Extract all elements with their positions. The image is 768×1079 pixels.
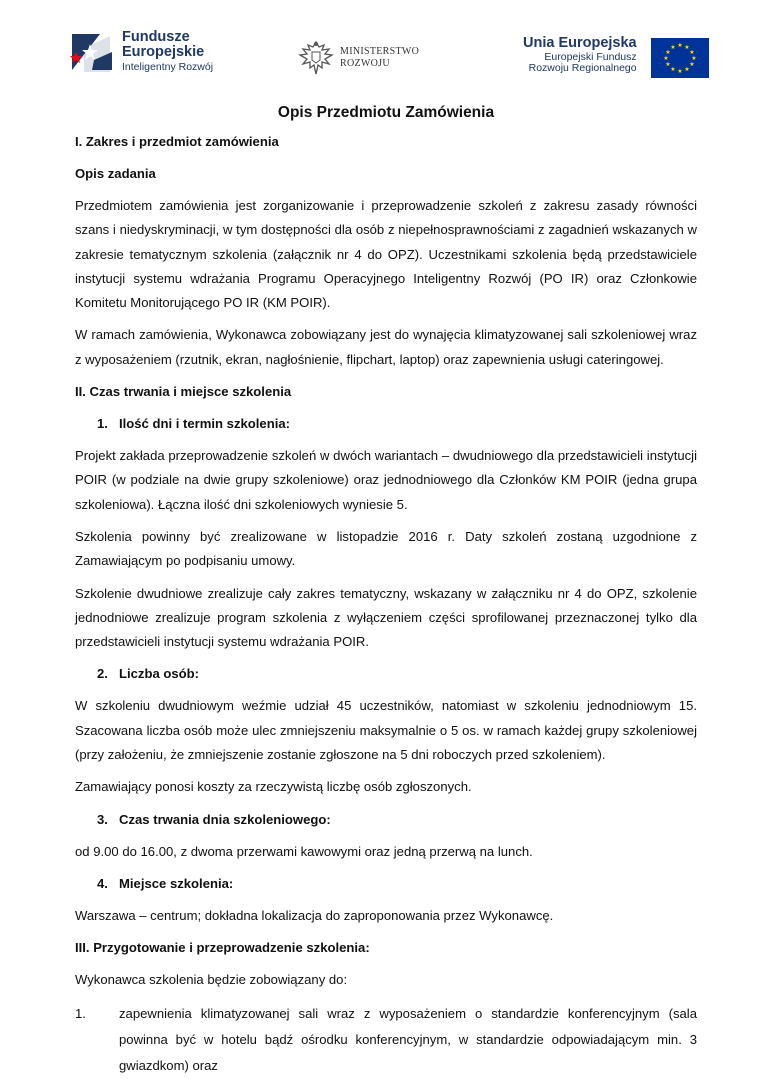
item3-title-text: Czas trwania dnia szkoleniowego: [119,811,331,827]
ue-logo-line2: Europejski Fundusz [544,50,637,63]
section2-item1-title [75,412,697,436]
svg-text:★: ★ [690,55,697,62]
section3-intro: Wykonawca szkolenia będzie zobowiązany do: [75,972,348,988]
svg-text:★: ★ [688,61,695,68]
svg-text:★: ★ [669,44,676,51]
svg-text:★: ★ [688,49,695,56]
ue-logo-line3: Rozwoju Regionalnego [528,62,637,75]
section1-subheading: Opis zadania [75,166,156,181]
item1-para2: Szkolenia powinny być zrealizowane w listopadzie 2016 r. Daty szkoleń zostaną uzgodnione z Zamawiającym po podpisaniu umowy. [75,528,697,569]
section2-item2-title [75,662,697,686]
item3-number: 3. [97,811,108,827]
list-item1-number: 1. [75,1005,86,1021]
svg-text:★: ★ [676,42,683,49]
ministerstwo-rozwoju-logo [298,38,419,78]
fe-logo-line3: Inteligentny Rozwój [122,61,214,74]
item1-para1: Projekt zakłada przeprowadzenie szkoleń w dwóch wariantach – dwudniowego dla przedstawicieli instytucji POIR (w podziale na dwie grupy szkoleniowe) oraz jednodniowego dla Członków KM POIR (jedna grupa szkoleniowa). Łączna ilość dni szkoleniowych wyniesie 5. [75,448,697,512]
item1-para3: Szkolenie dwudniowe zrealizuje cały zakres tematyczny, wskazany w załączniku nr 4 do OPZ, szkolenie jednodniowe zrealizuje program szkolenia z wyłączeniem części sprofilowanej przeznaczonej tylko dla przedstawicieli instytucji systemu wdrażania POIR. [75,585,697,650]
ministry-line2: ROZWOJU [340,58,390,69]
document-title: Opis Przedmiotu Zamówienia [277,104,495,121]
document-body [75,100,697,1079]
item2-para1: W szkoleniu dwudniowym weźmie udział 45 uczestników, natomiast w szkoleniu jednodniowym 15. Szacowana liczba osób może ulec zmniejszeniu maksymalnie o 5 os. w ramach każdej grupy szkoleniowej (przy założeniu, że zmniejszenie zostanie zgłoszone na 5 dni roboczych przed szkoleniem). [75,698,697,763]
fe-logo-line1: Fundusze [122,29,190,45]
svg-text:★: ★ [662,55,669,62]
item2-number: 2. [97,666,108,682]
item1-number: 1. [97,416,108,432]
eu-flag-icon [651,38,709,78]
svg-text:★: ★ [669,66,676,73]
fundusze-europejskie-logo [70,30,213,74]
section2-item3-title [75,808,697,832]
svg-text:★: ★ [683,44,690,51]
list-item1-text: zapewnienia klimatyzowanej sali wraz z wyposażeniem o standardzie konferencyjnym (sala powinna być w hotelu bądź ośrodku konferencyjnym, w standardzie odpowiadającym min. 3 gwiazdkom) oraz [119,1005,697,1073]
section3-heading: III. Przygotowanie i przeprowadzenie szkolenia: [75,940,370,956]
item4-number: 4. [97,875,108,891]
unia-europejska-logo [523,36,709,78]
svg-text:★: ★ [683,66,690,73]
ministry-line1: MINISTERSTWO [340,45,420,57]
eagle-emblem-icon [298,38,334,78]
item1-title-text: Ilość dni i termin szkolenia: [119,416,290,432]
item2-para2: Zamawiający ponosi koszty za rzeczywistą liczbę osób zgłoszonych. [75,779,472,795]
item2-title-text: Liczba osób: [119,666,200,682]
svg-text:★: ★ [664,61,671,68]
item4-para1: Warszawa – centrum; dokładna lokalizacja do zaproponowania przez Wykonawcę. [75,907,554,923]
section1-para2: W ramach zamówienia, Wykonawca zobowiązany jest do wynajęcia klimatyzowanej sali szkoleniowej wraz z wyposażeniem (rzutnik, ekran, nagłośnienie, flipchart, laptop) oraz zapewnienia usługi cateringowej. [75,327,697,367]
logo-bar [0,0,768,95]
ue-logo-line1: Unia Europejska [523,35,637,51]
section1-heading: I. Zakres i przedmiot zamówienia [75,134,279,149]
svg-text:★: ★ [676,68,683,75]
svg-text:★: ★ [664,49,671,56]
fe-star-icon [70,30,114,74]
section3-list-item1 [75,1001,697,1079]
item3-para1: od 9.00 do 16.00, z dwoma przerwami kawowymi oraz jedną przerwą na lunch. [75,843,533,859]
section1-para1: Przedmiotem zamówienia jest zorganizowanie i przeprowadzenie szkoleń z zakresu zasady równości szans i niedyskryminacji, w tym dostępności dla osób z niepełnosprawnościami z zagadnień wskazanych w zakresie tematycznym szkolenia (załącznik nr 4 do OPZ). Uczestnikami szkolenia będą przedstawiciele instytucji systemu wdrażania Programu Operacyjnego Inteligentny Rozwój (PO IR) oraz Członkowie Komitetu Monitorującego PO IR (KM POIR). [75,198,697,311]
item4-title-text: Miejsce szkolenia: [119,875,234,891]
fe-logo-line2: Europejskie [122,44,205,61]
section2-heading: II. Czas trwania i miejsce szkolenia [75,384,292,400]
section2-item4-title [75,872,697,896]
